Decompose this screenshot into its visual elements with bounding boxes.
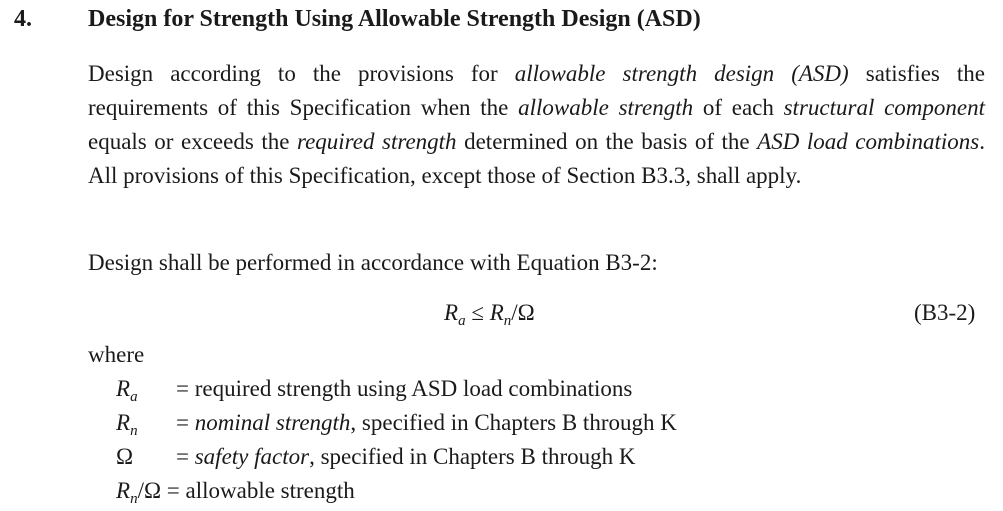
eq-rhs-subscript: n — [503, 313, 512, 329]
definition-equals: = — [176, 444, 195, 469]
definition-term: nominal strength — [194, 410, 351, 435]
section-title: Design for Strength Using Allowable Strength Design (ASD) — [88, 6, 701, 32]
definition-row — [116, 372, 976, 406]
term-required-strength: required strength — [296, 129, 457, 154]
term-allowable-strength: allowable strength — [518, 95, 694, 120]
definition-row — [116, 406, 976, 440]
paragraph-asd-provisions — [88, 57, 985, 193]
text-run: Design according to the provisions for — [88, 61, 515, 86]
text-run: determined on the basis of the — [456, 129, 758, 154]
definition-symbol: Ω — [116, 444, 134, 469]
symbol-letter: R — [116, 410, 131, 435]
term-asd-load-combinations: ASD load combinations — [757, 129, 980, 154]
eq-lhs-symbol: R — [444, 300, 459, 325]
definition-symbol — [116, 406, 138, 440]
definition-text — [176, 406, 677, 440]
definition-symbol — [116, 474, 355, 508]
eq-rhs-symbol: R — [489, 300, 504, 325]
symbol-subscript: n — [130, 491, 138, 507]
eq-operator: ≤ — [465, 300, 490, 325]
definition-text: = required strength using ASD load combinations — [176, 376, 633, 401]
eq-lhs-subscript: a — [458, 313, 466, 329]
definition-text — [176, 440, 636, 474]
definitions-list — [116, 372, 976, 508]
definition-term: safety factor — [194, 444, 310, 469]
equation-number: (B3-2) — [914, 300, 976, 325]
definition-rest: , specified in Chapters B through K — [309, 444, 636, 469]
section-number: 4. — [14, 6, 32, 32]
definition-equals: = — [176, 410, 195, 435]
text-run: satisfies the requirements of this Specification when the — [88, 61, 985, 120]
symbol-subscript: n — [130, 423, 138, 439]
definition-text: = allowable strength — [161, 478, 355, 503]
term-allowable-strength-design: allowable strength design (ASD) — [514, 61, 849, 86]
term-structural-component: structural component — [783, 95, 985, 120]
symbol-letter: R — [116, 478, 131, 503]
eq-rhs-tail: /Ω — [511, 300, 535, 325]
equation-expression — [444, 296, 535, 330]
text-run: equals or exceeds the — [88, 129, 297, 154]
symbol-subscript: a — [130, 389, 138, 405]
symbol-letter: R — [116, 376, 131, 401]
definition-rest: , specified in Chapters B through K — [350, 410, 677, 435]
symbol-tail: /Ω — [137, 478, 162, 503]
definition-symbol — [116, 372, 138, 406]
text-run: of each — [693, 95, 784, 120]
paragraph-equation-intro: Design shall be performed in accordance with Equation B3-2: — [88, 250, 658, 275]
definition-row — [116, 474, 976, 508]
text-run: . All provisions of this Specification, except those of Section B3.3, shall apply. — [88, 129, 985, 188]
where-label: where — [88, 342, 145, 367]
definition-row — [116, 440, 976, 474]
